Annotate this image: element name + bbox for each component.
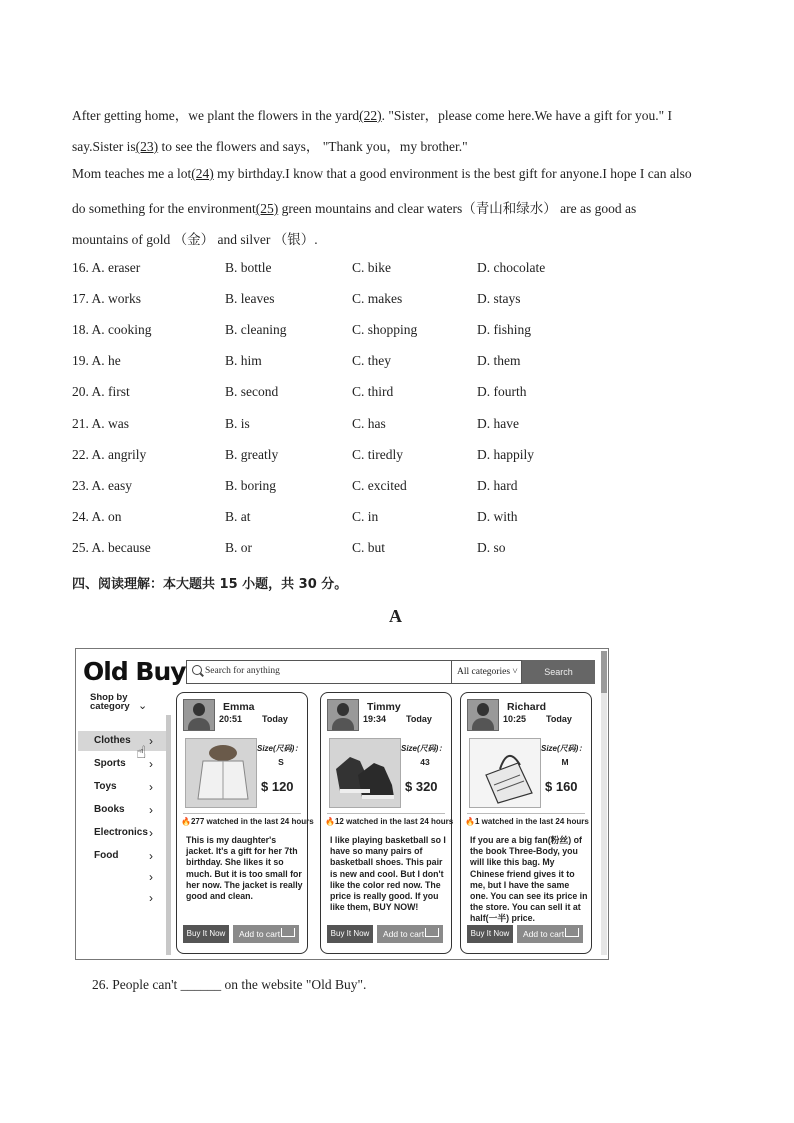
add-to-cart-button[interactable]: Add to cart	[233, 925, 299, 943]
option-c: C. bike	[352, 260, 391, 275]
listing-description: This is my daughter's jacket. It's a gift for her 7th birthday. She likes it so much. But it is too small for her now. The jacket is really good and clean.	[186, 835, 303, 902]
chevron-right-icon: ›	[149, 780, 153, 794]
price: $ 320	[405, 779, 438, 794]
option-b: B. him	[225, 353, 262, 368]
option-a: 24. A. on	[72, 509, 122, 524]
option-b: B. leaves	[225, 291, 275, 306]
sneakers-icon	[330, 739, 400, 807]
avatar	[327, 699, 359, 731]
website-screenshot	[75, 648, 609, 960]
option-c: C. third	[352, 384, 394, 399]
post-time: 19:34	[363, 714, 387, 724]
post-day: Today	[546, 714, 572, 724]
option-d: D. stays	[477, 291, 521, 306]
option-a: 20. A. first	[72, 384, 130, 399]
category-select[interactable]: All categories ˅	[451, 661, 521, 683]
divider	[327, 813, 445, 814]
passage-line: After getting home，we plant the flowers in the yard(22). "Sister，please come here.We have a gift for you." I	[72, 108, 673, 123]
buy-it-now-button[interactable]: Buy It Now	[467, 925, 513, 943]
search-bar[interactable]	[186, 660, 522, 684]
product-image[interactable]	[185, 738, 257, 808]
chevron-right-icon: ›	[149, 757, 153, 771]
product-image[interactable]	[329, 738, 401, 808]
category-more[interactable]	[78, 888, 166, 908]
chevron-right-icon: ›	[149, 826, 153, 840]
option-c: C. shopping	[352, 322, 418, 337]
option-b: B. at	[225, 509, 251, 524]
option-a: 19. A. he	[72, 353, 121, 368]
cart-icon	[565, 928, 579, 937]
chevron-right-icon: ›	[149, 734, 153, 748]
option-d: D. them	[477, 353, 521, 368]
option-a: 18. A. cooking	[72, 322, 152, 337]
add-to-cart-button[interactable]: Add to cart	[377, 925, 443, 943]
category-books[interactable]: Books ›	[78, 800, 166, 820]
price: $ 160	[545, 779, 578, 794]
option-c: C. makes	[352, 291, 403, 306]
passage-line: do something for the environment(25) green mountains and clear waters（青山和绿水） are as good as	[72, 201, 637, 216]
option-d: D. happily	[477, 447, 534, 462]
listing-card[interactable]	[176, 692, 314, 954]
option-a: 21. A. was	[72, 416, 129, 431]
avatar	[467, 699, 499, 731]
passage-line: Mom teaches me a lot(24) my birthday.I know that a good environment is the best gift for anyone.I hope I can also	[72, 166, 692, 181]
watch-count: 🔥12 watched in the last 24 hours	[325, 817, 454, 826]
shop-by-category[interactable]: Shop by category	[90, 692, 130, 712]
divider	[183, 813, 301, 814]
watch-count: 🔥277 watched in the last 24 hours	[181, 817, 314, 826]
chevron-right-icon: ›	[149, 849, 153, 863]
passage-title: A	[389, 606, 402, 626]
post-time: 10:25	[503, 714, 527, 724]
option-a: 25. A. because	[72, 540, 151, 555]
option-d: D. fourth	[477, 384, 527, 399]
passage-line: say.Sister is(23) to see the flowers and says， "Thank you，my brother."	[72, 139, 468, 154]
section-heading: 四、阅读理解：本大题共 15 小题，共 30 分。	[72, 577, 348, 592]
listing-card[interactable]	[320, 692, 452, 954]
option-c: C. in	[352, 509, 379, 524]
avatar	[183, 699, 215, 731]
option-b: B. second	[225, 384, 279, 399]
option-b: B. bottle	[225, 260, 272, 275]
size-label: Size(尺码)：	[541, 744, 587, 753]
option-d: D. have	[477, 416, 519, 431]
hand-cursor-icon: ☝	[136, 743, 147, 762]
question-26: 26. People can't ______ on the website "Old Buy".	[92, 977, 367, 992]
listing-description: I like playing basketball so I have so many pairs of basketball shoes. This pair is new and cool. But I don't like the color red now. The price is really good. If you like them, BUY NOW!	[330, 835, 446, 913]
option-a: 23. A. easy	[72, 478, 132, 493]
scrollbar-thumb[interactable]	[601, 651, 607, 693]
size-value: 43	[420, 757, 430, 767]
tote-bag-icon	[470, 739, 540, 807]
option-c: C. excited	[352, 478, 407, 493]
price: $ 120	[261, 779, 294, 794]
size-label: Size(尺码)：	[401, 744, 447, 753]
option-b: B. is	[225, 416, 250, 431]
buy-it-now-button[interactable]: Buy It Now	[183, 925, 229, 943]
seller-name: Timmy	[367, 701, 401, 713]
size-value: M	[561, 757, 569, 767]
site-logo: Old Buy	[83, 657, 186, 686]
seller-name: Emma	[223, 701, 255, 713]
add-to-cart-button[interactable]: Add to cart	[517, 925, 583, 943]
option-b: B. or	[225, 540, 252, 555]
option-b: B. greatly	[225, 447, 279, 462]
search-icon	[192, 665, 202, 675]
category-electronics[interactable]: Electronics ›	[78, 823, 166, 843]
scrollbar[interactable]	[601, 651, 607, 955]
option-a: 16. A. eraser	[72, 260, 141, 275]
divider	[467, 813, 585, 814]
chevron-right-icon: ›	[149, 870, 153, 884]
option-b: B. boring	[225, 478, 277, 493]
search-input[interactable]: Search for anything	[205, 666, 280, 676]
option-d: D. chocolate	[477, 260, 546, 275]
option-d: D. so	[477, 540, 506, 555]
size-value: S	[278, 757, 284, 767]
chevron-right-icon: ›	[149, 803, 153, 817]
post-time: 20:51	[219, 714, 243, 724]
watch-count: 🔥1 watched in the last 24 hours	[465, 817, 589, 826]
option-c: C. they	[352, 353, 391, 368]
option-c: C. but	[352, 540, 386, 555]
listing-description: If you are a big fan(粉丝) of the book Three-Body, you will like this bag. My Chinese friend gives it to me, but I have the same one. You can see its price in the store. You can sell it at half(一半) price.	[470, 835, 588, 924]
post-day: Today	[262, 714, 288, 724]
option-b: B. cleaning	[225, 322, 287, 337]
chevron-right-icon: ›	[149, 891, 153, 905]
product-image[interactable]	[469, 738, 541, 808]
option-d: D. with	[477, 509, 518, 524]
sidebar-divider	[166, 715, 171, 955]
chevron-down-icon[interactable]: ⌄	[138, 700, 148, 712]
cart-icon	[281, 928, 295, 937]
jacket-icon	[186, 739, 256, 807]
option-a: 22. A. angrily	[72, 447, 147, 462]
buy-it-now-button[interactable]: Buy It Now	[327, 925, 373, 943]
listing-card[interactable]	[460, 692, 592, 954]
search-button[interactable]: Search	[522, 660, 595, 684]
category-clothes[interactable]: Clothes ›	[78, 731, 166, 751]
category-toys[interactable]: Toys ›	[78, 777, 166, 797]
option-d: D. hard	[477, 478, 518, 493]
category-more[interactable]	[78, 867, 166, 887]
option-c: C. tiredly	[352, 447, 403, 462]
option-c: C. has	[352, 416, 386, 431]
option-a: 17. A. works	[72, 291, 142, 306]
seller-name: Richard	[507, 701, 547, 713]
category-food[interactable]: Food ›	[78, 846, 166, 866]
passage-line: mountains of gold （金） and silver （银）.	[72, 232, 318, 247]
category-sports[interactable]: Sports ›	[78, 754, 166, 774]
cart-icon	[425, 928, 439, 937]
post-day: Today	[406, 714, 432, 724]
size-label: Size(尺码)：	[257, 744, 303, 753]
option-d: D. fishing	[477, 322, 531, 337]
